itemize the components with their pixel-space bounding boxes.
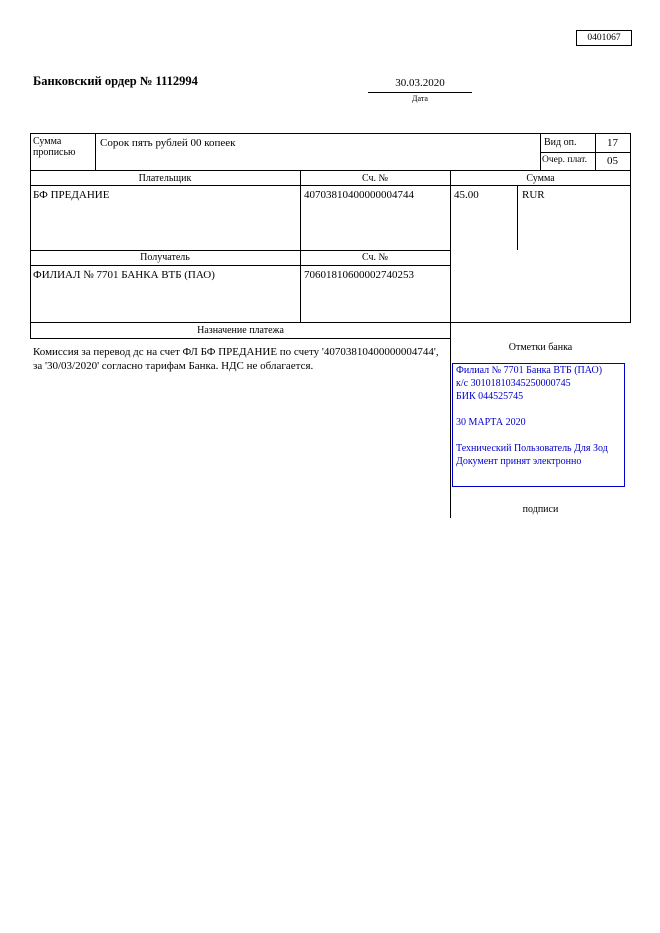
border-payee-header-top <box>30 250 451 251</box>
amount-words-value: Сорок пять рублей 00 копеек <box>100 137 236 149</box>
payer-header: Плательщик <box>138 173 192 184</box>
stamp-line <box>456 404 621 417</box>
op-type-label: Вид оп. <box>544 137 577 148</box>
payment-order-label: Очер. плат. <box>542 155 587 165</box>
signatures-label: подписи <box>522 504 559 515</box>
stamp-line: Документ принят электронно <box>456 456 582 467</box>
amount-words-label: Сумма прописью <box>33 136 76 158</box>
payee-name: ФИЛИАЛ № 7701 БАНКА ВТБ (ПАО) <box>33 269 215 281</box>
amount-header: Сумма <box>526 173 555 184</box>
date-label: Дата <box>412 94 428 103</box>
border-right <box>630 133 631 322</box>
border-header-top <box>30 170 631 171</box>
purpose-header: Назначение платежа <box>197 325 284 336</box>
bank-stamp <box>452 363 625 487</box>
border-amount-words-label <box>95 133 96 170</box>
payer-account-header: Сч. № <box>361 173 389 184</box>
border-left <box>30 133 31 338</box>
date-underline <box>368 92 472 93</box>
payee-account-header: Сч. № <box>361 252 389 263</box>
border-purpose-top <box>30 322 631 323</box>
border-header-bottom <box>30 185 631 186</box>
order-table <box>30 133 631 553</box>
document-title: Банковский ордер № 1112994 <box>33 74 198 88</box>
payee-account: 70601810600002740253 <box>304 269 414 281</box>
payer-account: 40703810400000004744 <box>304 189 414 201</box>
stamp-line <box>456 430 621 443</box>
border-purpose-header-bottom <box>30 338 451 339</box>
stamp-line: к/с 30101810345250000745 <box>456 378 571 389</box>
border-payee-header-bottom <box>30 265 451 266</box>
bank-marks-header: Отметки банка <box>508 342 573 353</box>
border-currency <box>517 185 518 250</box>
payment-order-value: 05 <box>607 155 618 167</box>
payer-name: БФ ПРЕДАНИЕ <box>33 189 110 201</box>
stamp-line: Филиал № 7701 Банка ВТБ (ПАО) <box>456 365 603 376</box>
stamp-line: БИК 044525745 <box>456 391 524 402</box>
purpose-text: Комиссия за перевод дс на счет ФЛ БФ ПРЕДАНИЕ по счету '40703810400000004744', за '30/03/2020' согласно тарифам Банка. НДС не облагается. <box>33 346 439 373</box>
border-op-divider <box>540 152 631 153</box>
border-name-account <box>300 170 301 322</box>
stamp-line: 30 МАРТА 2020 <box>456 417 526 428</box>
op-type-value: 17 <box>607 137 618 149</box>
payee-header: Получатель <box>140 252 190 263</box>
border-op-left <box>540 133 541 170</box>
date-value: 30.03.2020 <box>395 77 445 89</box>
form-code-box: 0401067 <box>576 30 632 46</box>
currency-code: RUR <box>522 189 545 201</box>
stamp-line: Технический Пользователь Для Зод <box>456 443 608 454</box>
amount-value: 45.00 <box>454 189 479 201</box>
